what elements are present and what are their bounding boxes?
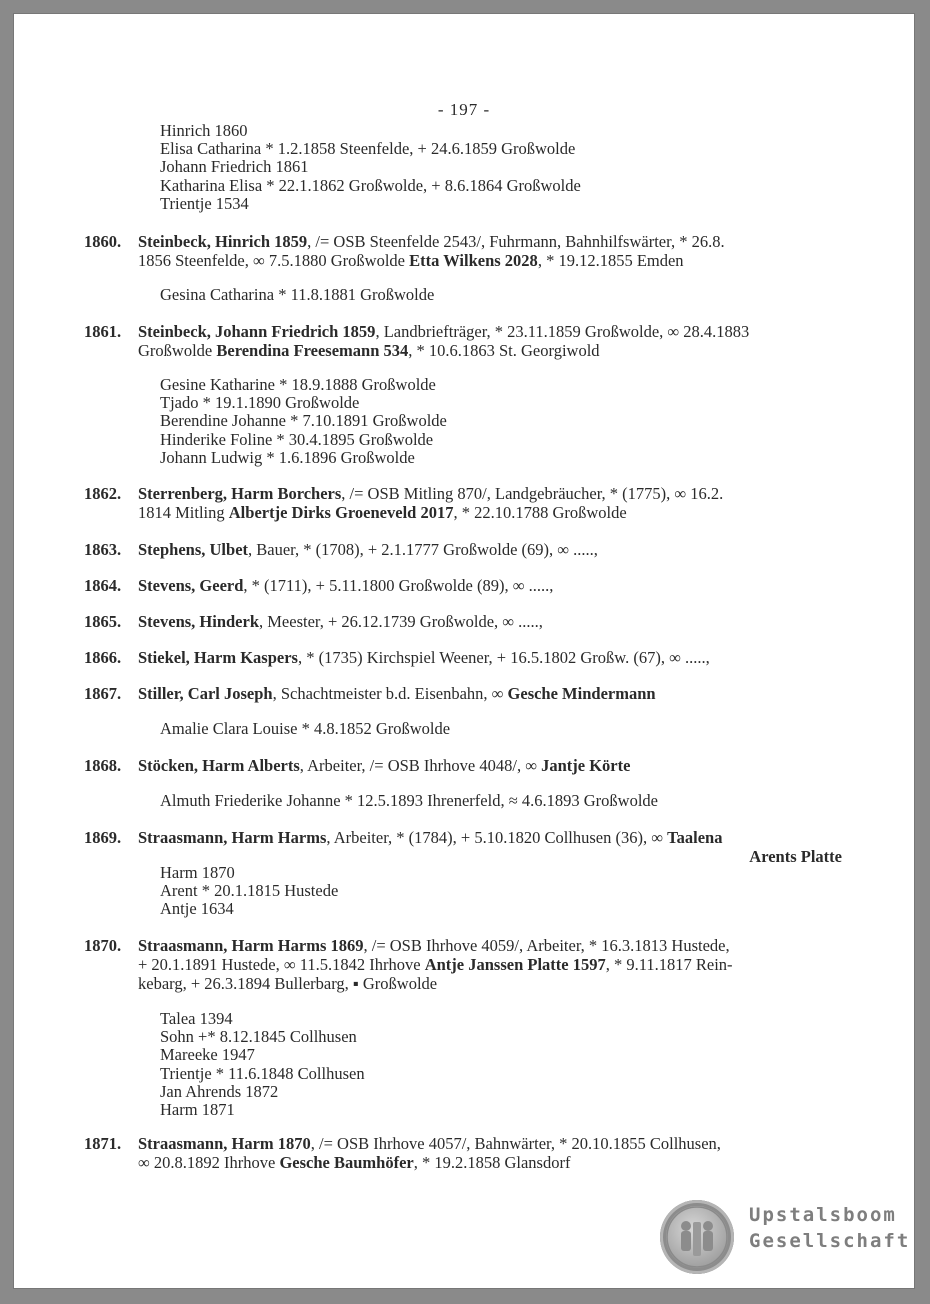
children-1869 <box>160 864 338 919</box>
spouse-name: Albertje Dirks Groeneveld 2017 <box>228 503 454 522</box>
intro-list <box>160 122 581 213</box>
entry-text: , * (1711), + 5.11.1800 Großwolde (89), ∞ ....., <box>243 576 554 595</box>
list-item: Arent * 20.1.1815 Hustede <box>160 881 339 901</box>
entry-number: 1860. <box>84 232 122 251</box>
entry-name: Stevens, Hinderk <box>138 612 260 631</box>
list-item: Jan Ahrends 1872 <box>160 1081 279 1101</box>
entry-text: 1856 Steenfelde, ∞ 7.5.1880 Großwolde <box>138 251 410 270</box>
spouse-name: Berendina Freesemann 534 <box>216 341 409 360</box>
entry-name: Stephens, Ulbet <box>138 540 249 559</box>
entry-number: 1866. <box>84 648 122 667</box>
children-1867 <box>160 720 450 738</box>
spouse-name: Taalena <box>667 828 723 847</box>
spouse-name: Etta Wilkens 2028 <box>409 251 538 270</box>
entry-name: Straasmann, Harm 1870 <box>138 1134 311 1153</box>
entry-1867 <box>138 684 858 703</box>
spouse-name: Arents Platte <box>749 847 842 866</box>
list-item: Amalie Clara Louise * 4.8.1852 Großwolde <box>160 719 451 738</box>
list-item: Harm 1870 <box>160 863 235 882</box>
entry-name: Stiekel, Harm Kaspers <box>138 648 298 667</box>
entry-text: , Bauer, * (1708), + 2.1.1777 Großwolde (69), ∞ ....., <box>248 540 598 559</box>
brand-name-line1: Upstalsboom <box>749 1204 897 1226</box>
children-1861 <box>160 376 447 467</box>
spouse-name: Gesche Mindermann <box>507 684 656 703</box>
spouse-name: Antje Janssen Platte 1597 <box>424 955 606 974</box>
entry-number: 1871. <box>84 1134 122 1153</box>
entry-1871 <box>138 1134 858 1172</box>
entry-name: Stöcken, Harm Alberts <box>138 756 300 775</box>
entry-name: Straasmann, Harm Harms 1869 <box>138 936 364 955</box>
entry-1870 <box>138 936 858 993</box>
entry-1862 <box>138 484 858 522</box>
seal-figures-icon <box>660 1200 734 1274</box>
entry-1861 <box>138 322 858 360</box>
children-1860 <box>160 286 434 304</box>
entry-number: 1869. <box>84 828 122 847</box>
list-item: Tjado * 19.1.1890 Großwolde <box>160 393 360 413</box>
entry-number: 1870. <box>84 936 122 955</box>
list-item: Elisa Catharina * 1.2.1858 Steenfelde, + 24.6.1859 Großwolde <box>160 139 576 159</box>
list-item: Talea 1394 <box>160 1009 233 1028</box>
entry-name: Steinbeck, Hinrich 1859 <box>138 232 308 251</box>
entry-1865 <box>138 612 858 631</box>
list-item: Sohn +* 8.12.1845 Collhusen <box>160 1027 357 1047</box>
entry-text: + 20.1.1891 Hustede, ∞ 11.5.1842 Ihrhove <box>138 955 425 974</box>
entry-name: Stevens, Geerd <box>138 576 244 595</box>
entry-text: , * 9.11.1817 Rein- <box>605 955 733 974</box>
entry-text: 1814 Mitling <box>138 503 229 522</box>
list-item: Almuth Friederike Johanne * 12.5.1893 Ihrenerfeld, ≈ 4.6.1893 Großwolde <box>160 791 658 810</box>
entry-number: 1863. <box>84 540 122 559</box>
entry-text: Großwolde <box>138 341 217 360</box>
list-item: Johann Friedrich 1861 <box>160 157 309 177</box>
entry-1860 <box>138 232 858 270</box>
list-item: Berendine Johanne * 7.10.1891 Großwolde <box>160 411 447 431</box>
entry-text: , Arbeiter, * (1784), + 5.10.1820 Collhusen (36), ∞ <box>326 828 668 847</box>
list-item: Hinrich 1860 <box>160 121 248 140</box>
entry-text: ∞ 20.8.1892 Ihrhove <box>138 1153 280 1172</box>
entry-1869 <box>138 828 842 866</box>
entry-text: , /= OSB Steenfelde 2543/, Fuhrmann, Bahnhilfswärter, * 26.8. <box>307 232 725 251</box>
entry-text: kebarg, + 26.3.1894 Bullerbarg, ▪ Großwolde <box>138 974 438 993</box>
entry-text: , /= OSB Mitling 870/, Landgebräucher, * (1775), ∞ 16.2. <box>341 484 724 503</box>
entry-name: Straasmann, Harm Harms <box>138 828 327 847</box>
spouse-name: Jantje Körte <box>541 756 631 775</box>
entry-text: , * 22.10.1788 Großwolde <box>453 503 627 522</box>
entry-number: 1868. <box>84 756 122 775</box>
list-item: Gesina Catharina * 11.8.1881 Großwolde <box>160 285 435 304</box>
list-item: Antje 1634 <box>160 899 234 919</box>
entry-text: , Schachtmeister b.d. Eisenbahn, ∞ <box>272 684 508 703</box>
entry-text: , * 19.2.1858 Glansdorf <box>413 1153 571 1172</box>
entry-1868 <box>138 756 858 775</box>
list-item: Trientje * 11.6.1848 Collhusen <box>160 1063 365 1083</box>
entry-number: 1862. <box>84 484 122 503</box>
list-item: Harm 1871 <box>160 1100 235 1120</box>
children-1868 <box>160 792 658 810</box>
document-page <box>14 14 914 1288</box>
entry-1863 <box>138 540 858 559</box>
entry-text: , Arbeiter, /= OSB Ihrhove 4048/, ∞ <box>299 756 542 775</box>
children-1870 <box>160 1010 365 1119</box>
list-item: Johann Ludwig * 1.6.1896 Großwolde <box>160 447 415 467</box>
entry-name: Sterrenberg, Harm Borchers <box>138 484 342 503</box>
list-item: Hinderike Foline * 30.4.1895 Großwolde <box>160 429 434 449</box>
entry-text: , * 19.12.1855 Emden <box>537 251 684 270</box>
entry-text: , Meester, + 26.12.1739 Großwolde, ∞ ....., <box>259 612 543 631</box>
entry-1864 <box>138 576 858 595</box>
brand-name-line2: Gesellschaft <box>749 1230 911 1252</box>
page-number: - 197 - <box>437 100 491 119</box>
entry-number: 1861. <box>84 322 122 341</box>
entry-name: Steinbeck, Johann Friedrich 1859 <box>138 322 376 341</box>
entry-text: , * (1735) Kirchspiel Weener, + 16.5.1802 Großw. (67), ∞ ....., <box>297 648 710 667</box>
entry-number: 1865. <box>84 612 122 631</box>
entry-text: , Landbriefträger, * 23.11.1859 Großwolde, ∞ 28.4.1883 <box>375 322 750 341</box>
entry-text: , * 10.6.1863 St. Georgiwold <box>408 341 600 360</box>
list-item: Katharina Elisa * 22.1.1862 Großwolde, + 8.6.1864 Großwolde <box>160 175 581 195</box>
entry-name: Stiller, Carl Joseph <box>138 684 273 703</box>
entry-text: , /= OSB Ihrhove 4059/, Arbeiter, * 16.3.1813 Hustede, <box>363 936 730 955</box>
spouse-name: Gesche Baumhöfer <box>279 1153 414 1172</box>
list-item: Gesine Katharine * 18.9.1888 Großwolde <box>160 375 436 394</box>
entry-text: , /= OSB Ihrhove 4057/, Bahnwärter, * 20.10.1855 Collhusen, <box>310 1134 721 1153</box>
list-item: Mareeke 1947 <box>160 1045 255 1065</box>
seal-logo-icon <box>660 1200 734 1274</box>
entry-number: 1867. <box>84 684 122 703</box>
list-item: Trientje 1534 <box>160 193 249 213</box>
entry-1866 <box>138 648 858 667</box>
entry-number: 1864. <box>84 576 122 595</box>
